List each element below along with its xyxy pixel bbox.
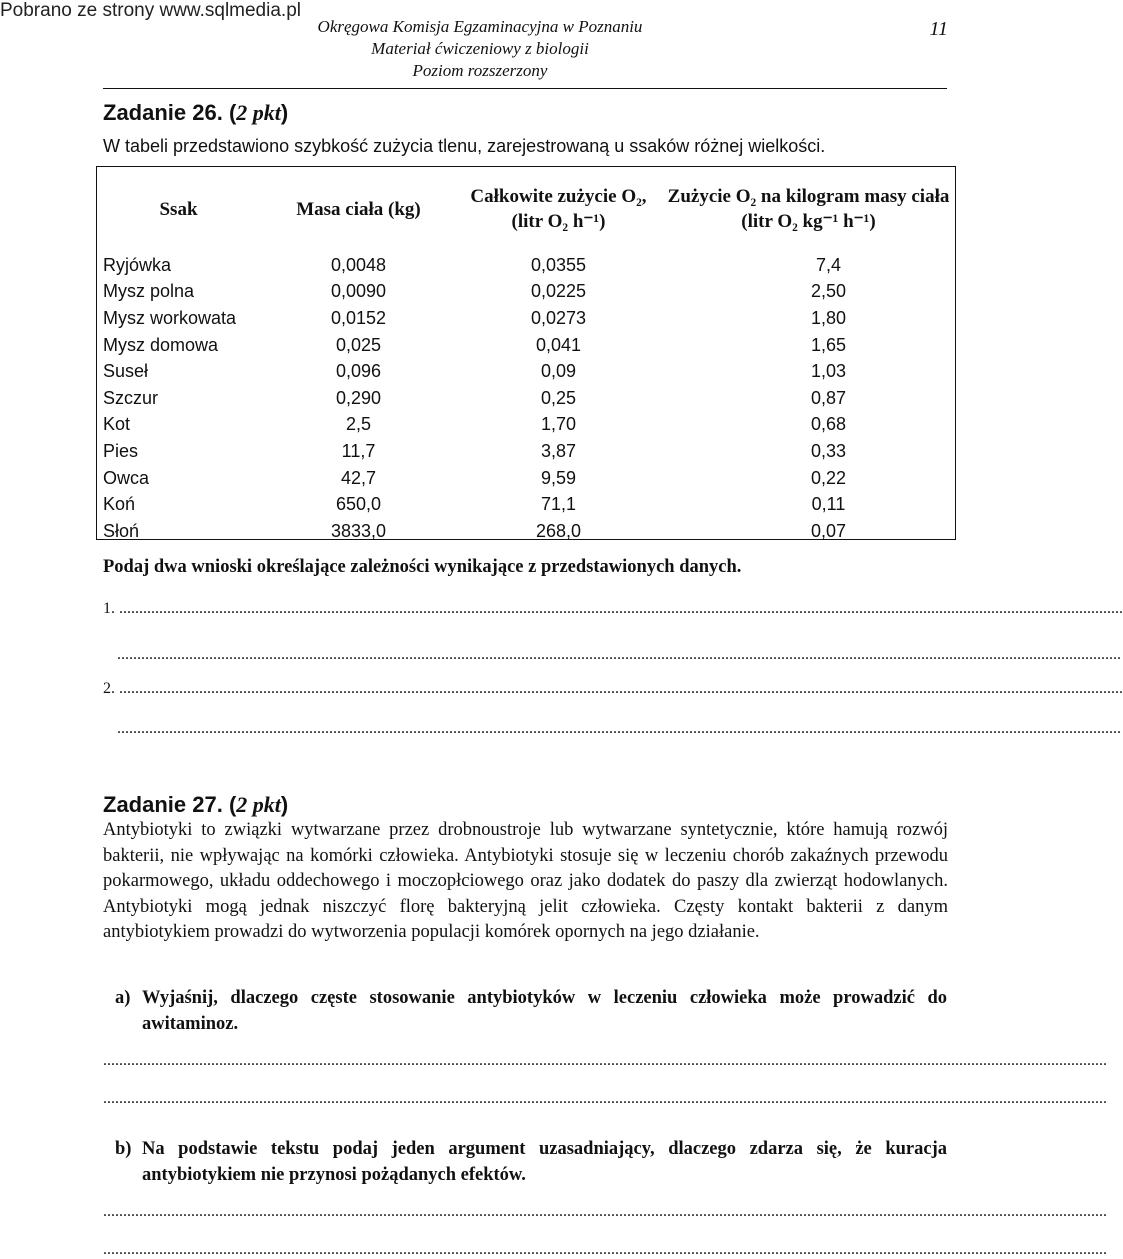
cell-mass: 0,0152	[330, 307, 387, 328]
header-line-2: Materiał ćwiczeniowy z biologii	[371, 39, 589, 58]
cell-total-o2: 1,70	[540, 414, 577, 435]
answer-1-label: 1.	[103, 600, 115, 617]
cell-total-o2: 0,0273	[530, 307, 587, 328]
table-row	[96, 491, 956, 518]
cell-o2-per-kg: 7,4	[815, 254, 842, 275]
header-divider	[103, 88, 947, 89]
answer-a-line-2[interactable]: ...........................................................................................................................................................................................................................................................	[103, 1090, 1107, 1107]
answer-1-line-2[interactable]: ...........................................................................................................................................................................................................................................................	[117, 646, 1121, 663]
cell-mammal: Koń	[103, 494, 136, 515]
cell-o2-per-kg: 0,11	[811, 494, 846, 515]
cell-mass: 11,7	[341, 440, 376, 461]
cell-o2-per-kg: 0,68	[810, 414, 847, 435]
cell-total-o2: 0,0355	[530, 254, 587, 275]
answer-a-line-1[interactable]: ...........................................................................................................................................................................................................................................................	[103, 1052, 1107, 1069]
cell-total-o2: 0,0225	[530, 281, 587, 302]
cell-total-o2: 0,25	[540, 387, 577, 408]
cell-mass: 0,0090	[330, 281, 387, 302]
cell-mammal: Pies	[103, 440, 139, 461]
task-26-title: Zadanie 26. (2 pkt)	[103, 100, 289, 125]
subtask-b-label: b)	[115, 1139, 132, 1159]
cell-o2-per-kg: 2,50	[810, 281, 847, 302]
subtask-a	[115, 986, 947, 1037]
cell-mass: 0,096	[335, 361, 382, 382]
page-header	[0, 16, 960, 82]
answer-2-label: 2.	[103, 680, 115, 697]
cell-mammal: Suseł	[103, 361, 149, 382]
task-27-paragraph: Antybiotyki to związki wytwarzane przez drobnoustroje lub wytwarzane syntetycznie, które hamują rozwój bakterii, nie wpływając na komórki człowieka. Antybiotyki stosuje się w leczeniu chorób zakaźnych przewodu pokarmowego, układu oddechowego i moczopłciowego oraz jako dodatek do paszy dla zwierząt hodowlanych. Antybiotyki mogą jednak niszczyć florę bakteryjną jelit człowieka. Częsty kontakt bakterii z danym antybiotykiem prowadzi do wytworzenia populacji komórek opornych na jego działanie.	[103, 820, 948, 942]
cell-mammal: Słoń	[103, 520, 140, 541]
cell-mass: 42,7	[340, 467, 377, 488]
col-header-o2-per-kg: Zużycie O₂ na kilogram masy ciała (litr O₂ kg⁻¹ h⁻¹)	[667, 186, 950, 232]
table-row	[96, 279, 956, 306]
answer-2-line[interactable]: 2. ...........................................................................................................................................................................................................................................................	[103, 680, 1123, 697]
cell-mammal: Mysz domowa	[103, 334, 219, 355]
table-row	[96, 252, 956, 279]
cell-mass: 650,0	[335, 494, 382, 515]
cell-o2-per-kg: 0,87	[810, 387, 847, 408]
answer-1-line[interactable]: 1. ...........................................................................................................................................................................................................................................................	[103, 600, 1123, 617]
subtask-b	[115, 1137, 947, 1188]
subtask-b-text: Na podstawie tekstu podaj jeden argument uzasadniający, dlaczego zdarza się, że kuracja antybiotykiem nie przynosi pożądanych efektów.	[142, 1139, 947, 1185]
cell-mass: 3833,0	[330, 520, 387, 541]
answer-b-line-1[interactable]: ...........................................................................................................................................................................................................................................................	[103, 1203, 1107, 1220]
table-row	[96, 465, 956, 492]
col-header-mass: Masa ciała (kg)	[296, 198, 421, 220]
col-header-total-o2: Całkowite zużycie O₂, (litr O₂ h⁻¹)	[470, 186, 647, 232]
cell-total-o2: 0,09	[540, 361, 577, 382]
table-row	[96, 518, 956, 545]
table-header-row	[96, 166, 956, 252]
cell-mass: 2,5	[345, 414, 372, 435]
cell-o2-per-kg: 0,07	[810, 520, 847, 541]
cell-o2-per-kg: 1,80	[810, 307, 847, 328]
table-row	[96, 305, 956, 332]
col-header-mammal: Ssak	[159, 198, 198, 220]
answer-b-line-2[interactable]: ...........................................................................................................................................................................................................................................................	[103, 1241, 1107, 1258]
cell-mass: 0,025	[335, 334, 382, 355]
subtask-a-label: a)	[115, 988, 131, 1008]
cell-mass: 0,290	[335, 387, 382, 408]
cell-total-o2: 268,0	[535, 520, 582, 541]
task-26-question: Podaj dwa wnioski określające zależności wynikające z przedstawionych danych.	[103, 557, 742, 577]
cell-mass: 0,0048	[330, 254, 387, 275]
watermark: Pobrano ze strony www.sqlmedia.pl	[0, 0, 301, 21]
cell-total-o2: 0,041	[535, 334, 582, 355]
answer-2-line-2[interactable]: ...........................................................................................................................................................................................................................................................	[117, 720, 1121, 737]
cell-mammal: Mysz polna	[103, 281, 195, 302]
cell-total-o2: 3,87	[540, 440, 577, 461]
task-27-title: Zadanie 27. (2 pkt)	[103, 792, 289, 817]
table-row	[96, 438, 956, 465]
cell-mammal: Owca	[103, 467, 150, 488]
table-row	[96, 332, 956, 359]
cell-total-o2: 9,59	[540, 467, 577, 488]
cell-mammal: Kot	[103, 414, 131, 435]
cell-o2-per-kg: 0,33	[810, 440, 847, 461]
table-row	[96, 385, 956, 412]
cell-mammal: Ryjówka	[103, 254, 172, 275]
cell-o2-per-kg: 1,03	[810, 361, 847, 382]
cell-mammal: Mysz workowata	[103, 307, 237, 328]
cell-total-o2: 71,1	[540, 494, 577, 515]
cell-o2-per-kg: 1,65	[810, 334, 847, 355]
header-line-1: Okręgowa Komisja Egzaminacyjna w Poznaniu	[317, 17, 643, 36]
subtask-a-text: Wyjaśnij, dlaczego częste stosowanie antybiotyków w leczeniu człowieka może prowadzić do awitaminoz.	[142, 988, 947, 1034]
header-line-3: Poziom rozszerzony	[412, 61, 548, 80]
table-row	[96, 412, 956, 439]
cell-o2-per-kg: 0,22	[810, 467, 847, 488]
page-number: 11	[929, 18, 948, 40]
oxygen-table	[96, 166, 956, 545]
task-26-intro: W tabeli przedstawiono szybkość zużycia tlenu, zarejestrowaną u ssaków różnej wielkości.	[103, 136, 826, 156]
cell-mammal: Szczur	[103, 387, 159, 408]
table-row	[96, 358, 956, 385]
